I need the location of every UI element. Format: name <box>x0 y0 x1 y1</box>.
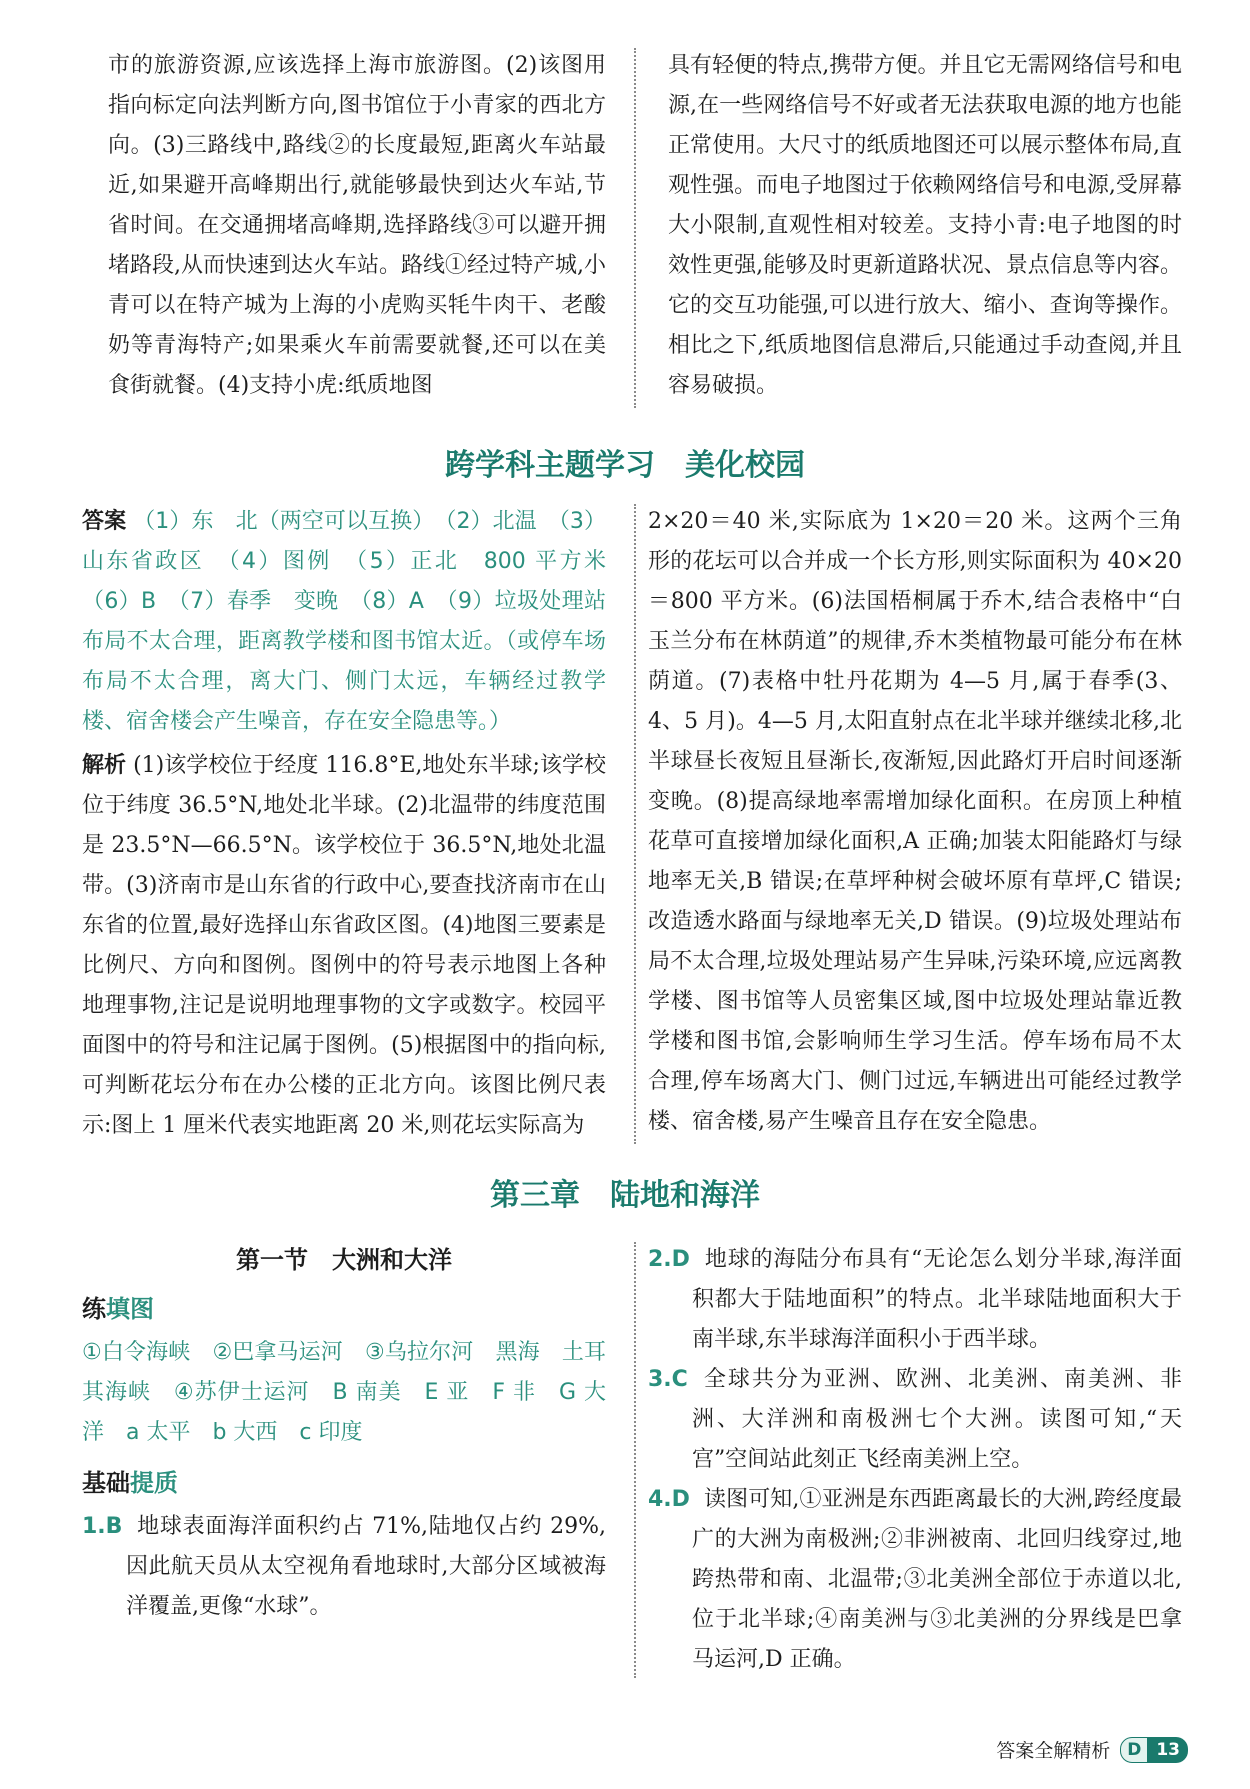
footer-badge-letter: D <box>1120 1737 1148 1763</box>
section1-right-text: 2×20＝40 米,实际底为 1×20＝20 米。这两个三角形的花坛可以合并成一个长方形,则实际面积为 40×20＝800 平方米。(6)法国梧桐属于乔木,结合表格中“白玉兰分布在林荫道”的规律,乔木类植物最可能分布在林荫道。(7)表格中牡丹花期为 4—5 月,属于春季(3、4、5 月)。4—5 月,太阳直射点在北半球并继续北移,北半球昼长夜短且昼渐长,夜渐短,因此路灯开启时间逐渐变晚。(8)提高绿地率需增加绿化面积。在房顶上种植花草可直接增加绿化面积,A 正确;加装太阳能路灯与绿地率无关,B 错误;在草坪种树会破坏原有草坪,C 错误;改造透水路面与绿地率无关,D 错误。(9)垃圾处理站布局不太合理,垃圾处理站易产生异味,污染环境,应远离教学楼、图书馆等人员密集区域,图中垃圾处理站靠近教学楼和图书馆,会影响师生学习生活。停车场布局不太合理,停车场离大门、侧门过远,车辆进出可能经过教学楼、宿舍楼,易产生噪音且存在安全隐患。 <box>648 509 1182 1134</box>
page-number: 13 <box>1148 1737 1188 1763</box>
top-left-column <box>108 46 606 406</box>
basic-prefix: 基础 <box>82 1469 130 1497</box>
page-footer <box>996 1736 1188 1763</box>
chapter-column-divider <box>634 1242 636 1678</box>
analysis-text: (1)该学校位于经度 116.8°E,地处东半球;该学校位于纬度 36.5°N,地处北半球。(2)北温带的纬度范围是 23.5°N—66.5°N。该学校位于 36.5°N,地处北温带。(3)济南市是山东省的行政中心,要查找济南市在山东省的位置,最好选择山东省政区图。(4)地图三要素是比例尺、方向和图例。图例中的符号表示地图上各种地理事物,注记是说明地理事物的文字或数字。校园平面图中的符号和注记属于图例。(5)根据图中的指向标,可判断花坛分布在办公楼的正北方向。该图比例尺表示:图上 1 厘米代表实地距离 20 米,则花坛实际高为 <box>82 753 606 1138</box>
section-heading-cross-discipline: 跨学科主题学习 美化校园 <box>445 448 805 483</box>
question-3-number: 3.C <box>648 1367 688 1392</box>
answer-text: （1）东 北（两空可以互换） （2）北温 （3）山东省政区 （4）图例 （5）正北 800 平方米 （6）B （7）春季 变晚 （8）A （9）垃圾处理站布局不太合理，距离教学楼和图书馆太近。（或停车场布局不太合理，离大门、侧门太远，车辆经过教学楼、宿舍楼会产生噪音，存在安全隐患等。） <box>82 509 629 734</box>
basic-heading <box>82 1463 606 1503</box>
section1-right-column <box>648 502 1182 1142</box>
chapter-right-column <box>648 1240 1182 1680</box>
question-2-text: 地球的海陆分布具有“无论怎么划分半球,海洋面积都大于陆地面积”的特点。北半球陆地面积大于南半球,东半球海洋面积小于西半球。 <box>692 1247 1182 1352</box>
top-column-divider <box>634 48 636 408</box>
question-4-number: 4.D <box>648 1487 690 1512</box>
question-1-text: 地球表面海洋面积约占 71%,陆地仅占约 29%,因此航天员从太空视角看地球时,大部分区域被海洋覆盖,更像“水球”。 <box>126 1514 606 1619</box>
chapter-left-column <box>82 1240 606 1627</box>
question-4-text: 读图可知,①亚洲是东西距离最长的大洲,跨经度最广的大洲为南极洲;②非洲被南、北回归线穿过,地跨热带和南、北温带;③北美洲全部位于赤道以北,位于北半球;④南美洲与③北美洲的分界线是巴拿马运河,D 正确。 <box>692 1487 1182 1672</box>
question-1 <box>82 1507 606 1627</box>
top-right-column <box>668 46 1182 406</box>
basic-suffix: 提质 <box>130 1469 178 1497</box>
section1-left-column <box>82 502 629 1146</box>
fill-map-heading <box>82 1289 606 1329</box>
section-title: 第一节 大洲和大洋 <box>236 1246 452 1274</box>
question-1-number: 1.B <box>82 1514 123 1539</box>
fill-map-answers <box>82 1333 606 1453</box>
chapter-title: 第三章 陆地和海洋 <box>490 1178 760 1213</box>
question-3-text: 全球共分为亚洲、欧洲、北美洲、南美洲、非洲、大洋洲和南极洲七个大洲。读图可知,“天宫”空间站此刻正飞经南美洲上空。 <box>692 1367 1182 1472</box>
answer-block <box>82 502 629 742</box>
footer-label: 答案全解精析 <box>996 1740 1111 1762</box>
question-3 <box>648 1360 1182 1480</box>
answer-label: 答案 <box>82 509 127 534</box>
analysis-label: 解析 <box>82 753 127 778</box>
question-4 <box>648 1480 1182 1680</box>
fill-map-prefix: 练 <box>82 1295 106 1323</box>
question-2-number: 2.D <box>648 1247 690 1272</box>
top-right-text: 具有轻便的特点,携带方便。并且它无需网络信号和电源,在一些网络信号不好或者无法获取电源的地方也能正常使用。大尺寸的纸质地图还可以展示整体布局,直观性强。而电子地图过于依赖网络信号和电源,受屏幕大小限制,直观性相对较差。支持小青:电子地图的时效性更强,能够及时更新道路状况、景点信息等内容。它的交互功能强,可以进行放大、缩小、查询等操作。相比之下,纸质地图信息滞后,只能通过手动查阅,并且容易破损。 <box>668 53 1182 398</box>
question-2 <box>648 1240 1182 1360</box>
top-left-text: 市的旅游资源,应该选择上海市旅游图。(2)该图用指向标定向法判断方向,图书馆位于小青家的西北方向。(3)三路线中,路线②的长度最短,距离火车站最近,如果避开高峰期出行,就能够最快到达火车站,节省时间。在交通拥堵高峰期,选择路线③可以避开拥堵路段,从而快速到达火车站。路线①经过特产城,小青可以在特产城为上海的小虎购买牦牛肉干、老酸奶等青海特产;如果乘火车前需要就餐,还可以在美食街就餐。(4)支持小虎:纸质地图 <box>108 53 606 398</box>
fill-map-answers-text: ①白令海峡 ②巴拿马运河 ③乌拉尔河 黑海 土耳其海峡 ④苏伊士运河 B 南美 E 亚 F 非 G 大洋 a 太平 b 大西 c 印度 <box>82 1340 606 1445</box>
section1-column-divider <box>634 504 636 1144</box>
fill-map-suffix: 填图 <box>106 1295 154 1323</box>
analysis-block <box>82 746 606 1146</box>
